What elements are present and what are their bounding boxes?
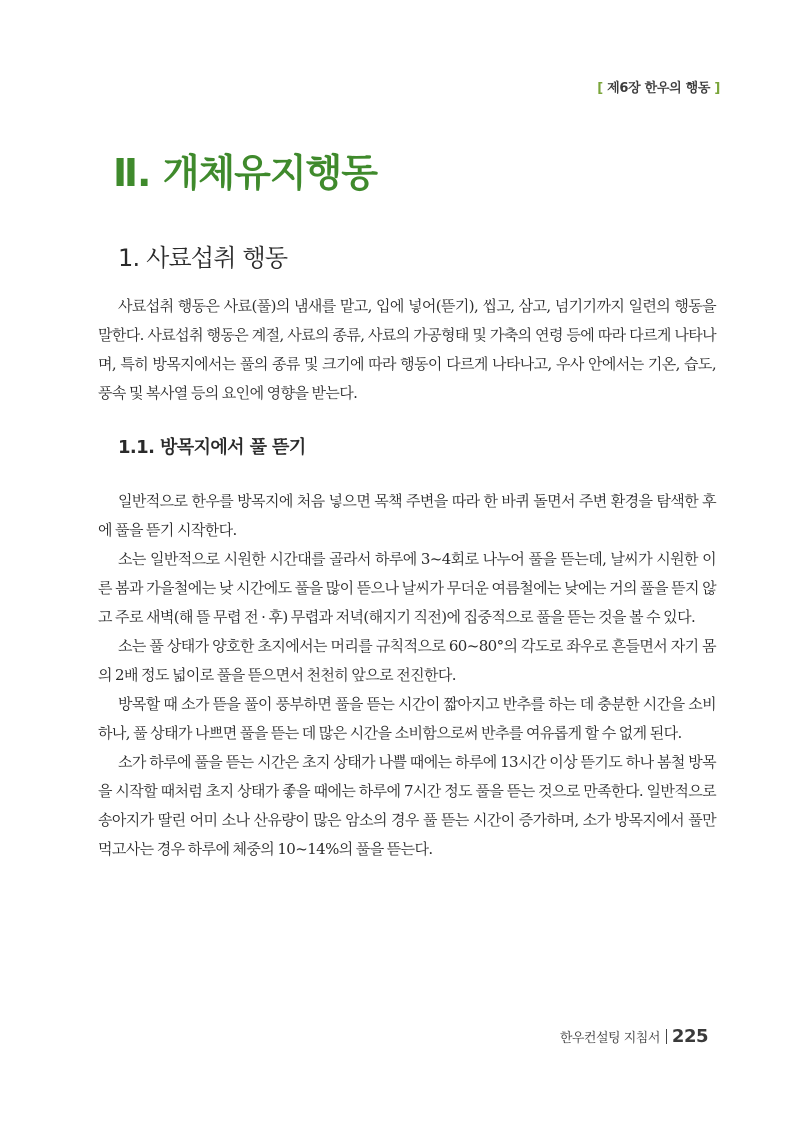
chapter-label: 제6장 한우의 행동 bbox=[607, 81, 711, 96]
paragraph: 소는 일반적으로 시원한 시간대를 골라서 하루에 3~4회로 나누어 풀을 뜯는데, 날씨가 시원한 이른 봄과 가을철에는 낮 시간에도 풀을 많이 뜯으나 날씨가 무더운 여름철에는 낮에는 거의 풀을 뜯지 않고 주로 새벽(해 뜰 무렵 전 · 후) 무렵과 저녁(해지기 직전)에 집중적으로 풀을 뜯는 것을 볼 수 있다. bbox=[98, 550, 716, 626]
book-title: 한우컨설팅 지침서 bbox=[559, 1031, 660, 1046]
page-footer bbox=[560, 1026, 708, 1047]
bracket-right: ] bbox=[714, 81, 720, 96]
page-number: 225 bbox=[671, 1026, 708, 1047]
paragraph: 방목할 때 소가 뜯을 풀이 풍부하면 풀을 뜯는 시간이 짧아지고 반추를 하는 데 충분한 시간을 소비하나, 풀 상태가 나쁘면 풀을 뜯는 데 많은 시간을 소비함으로써 반추를 여유롭게 할 수 없게 된다. bbox=[98, 695, 716, 742]
paragraph: 사료섭취 행동은 사료(풀)의 냄새를 맡고, 입에 넣어(뜯기), 씹고, 삼고, 넘기기까지 일련의 행동을 말한다. 사료섭취 행동은 계절, 사료의 종류, 사료의 가공형태 및 가축의 연령 등에 따라 다르게 나타나며, 특히 방목지에서는 풀의 종류 및 크기에 따라 행동이 다르게 나타나고, 우사 안에서는 기온, 습도, 풍속 및 복사열 등의 요인에 영향을 받는다. bbox=[98, 297, 716, 402]
bracket-left: [ bbox=[597, 81, 603, 96]
subsection-heading: 1.1. 방목지에서 풀 뜯기 bbox=[118, 437, 306, 458]
footer-divider bbox=[666, 1029, 667, 1044]
subsection-body bbox=[98, 487, 716, 864]
running-header bbox=[597, 77, 720, 96]
paragraph: 소는 풀 상태가 양호한 초지에서는 머리를 규칙적으로 60~80°의 각도로 좌우로 흔들면서 자기 몸의 2배 정도 넓이로 풀을 뜯으면서 천천히 앞으로 전진한다. bbox=[98, 637, 716, 684]
paragraph: 소가 하루에 풀을 뜯는 시간은 초지 상태가 나쁠 때에는 하루에 13시간 이상 뜯기도 하나 봄철 방목을 시작할 때처럼 초지 상태가 좋을 때에는 하루에 7시간 정도 풀을 뜯는 것으로 만족한다. 일반적으로 송아지가 딸린 어미 소나 산유량이 많은 암소의 경우 풀 뜯는 시간이 증가하며, 소가 방목지에서 풀만 먹고사는 경우 하루에 체중의 10~14%의 풀을 뜯는다. bbox=[98, 753, 716, 858]
paragraph: 일반적으로 한우를 방목지에 처음 넣으면 목책 주변을 따라 한 바퀴 돌면서 주변 환경을 탐색한 후에 풀을 뜯기 시작한다. bbox=[98, 492, 716, 539]
chapter-title: Ⅱ. 개체유지행동 bbox=[113, 151, 377, 195]
section-body bbox=[98, 292, 716, 408]
section-heading: 1. 사료섭취 행동 bbox=[118, 244, 288, 272]
